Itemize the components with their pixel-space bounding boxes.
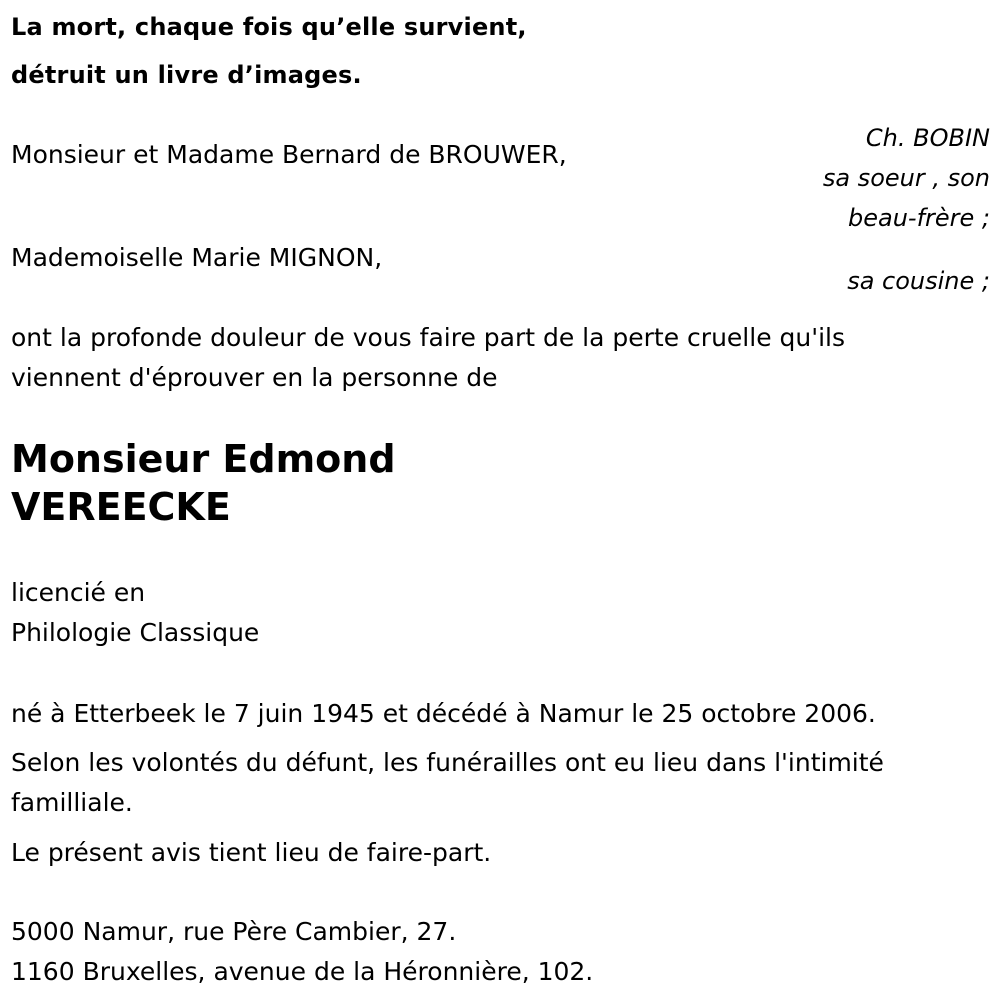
family-mignon-relation: sa cousine ;: [847, 267, 990, 295]
family-brouwer: Monsieur et Madame Bernard de BROUWER,: [11, 140, 567, 169]
family-bobin-name: Ch. BOBIN: [865, 124, 990, 152]
epigraph-line-2: détruit un livre d’images.: [11, 61, 362, 89]
deceased-name-line-2: VEREECKE: [11, 485, 231, 529]
birth-death-line: né à Etterbeek le 7 juin 1945 et décédé à Namur le 25 octobre 2006.: [11, 699, 876, 728]
family-bobin-relation-2: beau-frère ;: [847, 204, 990, 232]
family-bobin-relation-1: sa soeur , son: [822, 164, 990, 192]
deceased-name-line-1: Monsieur Edmond: [11, 437, 396, 481]
epigraph-line-1: La mort, chaque fois qu’elle survient,: [11, 13, 527, 41]
funeral-line-1: Selon les volontés du défunt, les funérailles ont eu lieu dans l'intimité: [11, 748, 884, 777]
announcement-line-2: viennent d'éprouver en la personne de: [11, 363, 498, 392]
family-mignon: Mademoiselle Marie MIGNON,: [11, 243, 383, 272]
title-line-2: Philologie Classique: [11, 618, 260, 647]
announcement-line-1: ont la profonde douleur de vous faire part de la perte cruelle qu'ils: [11, 323, 846, 352]
title-line-1: licencié en: [11, 578, 146, 607]
notice-line: Le présent avis tient lieu de faire-part.: [11, 838, 492, 867]
funeral-line-2: familliale.: [11, 788, 133, 817]
address-namur: 5000 Namur, rue Père Cambier, 27.: [11, 917, 457, 946]
address-bruxelles: 1160 Bruxelles, avenue de la Héronnière, 102.: [11, 957, 594, 986]
